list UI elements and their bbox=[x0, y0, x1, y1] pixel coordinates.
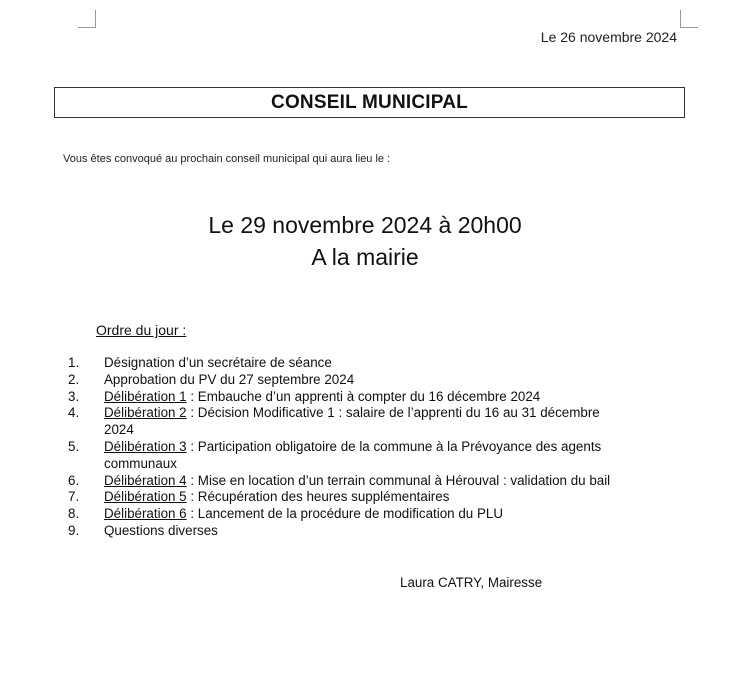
agenda-title: Ordre du jour : bbox=[96, 322, 187, 338]
agenda-item-description: : Mise en location d’un terrain communal à Hérouval : validation du bail bbox=[186, 472, 611, 488]
agenda-item-description: : Embauche d’un apprenti à compter du 16 décembre 2024 bbox=[186, 388, 541, 404]
title-box bbox=[54, 87, 685, 118]
agenda-item-text bbox=[104, 473, 680, 490]
agenda-list bbox=[68, 355, 680, 540]
deliberation-tag: Délibération 6 bbox=[104, 506, 187, 522]
agenda-item bbox=[68, 506, 680, 523]
crop-mark-right bbox=[680, 10, 698, 28]
agenda-item-number: 5. bbox=[68, 438, 80, 454]
agenda-item-text bbox=[104, 405, 680, 422]
agenda-item bbox=[68, 473, 680, 490]
agenda-item-text bbox=[104, 389, 680, 406]
agenda-item-number: 2. bbox=[68, 371, 80, 387]
agenda-item-description: : Récupération des heures supplémentaires bbox=[186, 489, 450, 505]
agenda-item-description: Approbation du PV du 27 septembre 2024 bbox=[104, 371, 355, 387]
agenda-item bbox=[68, 405, 680, 422]
agenda-item-description: Questions diverses bbox=[104, 522, 218, 538]
agenda-item-continuation-text: communaux bbox=[104, 455, 177, 471]
agenda-item-text bbox=[104, 439, 680, 456]
agenda-item-text bbox=[104, 372, 680, 389]
agenda-item-number: 1. bbox=[68, 355, 80, 370]
agenda-item-continuation bbox=[68, 422, 680, 439]
agenda-item-number: 7. bbox=[68, 489, 80, 505]
agenda-item bbox=[68, 389, 680, 406]
agenda-item-continuation-text: 2024 bbox=[104, 422, 134, 438]
agenda-item-description: Désignation d’un secrétaire de séance bbox=[104, 355, 332, 370]
deliberation-tag: Délibération 1 bbox=[104, 388, 187, 404]
agenda-item bbox=[68, 439, 680, 456]
intro-text: Vous êtes convoqué au prochain conseil municipal qui aura lieu le : bbox=[63, 153, 391, 165]
agenda-item-description: : Participation obligatoire de la commune à la Prévoyance des agents bbox=[186, 438, 602, 454]
agenda-item-number: 9. bbox=[68, 522, 80, 538]
signature: Laura CATRY, Mairesse bbox=[400, 575, 543, 590]
agenda-item-text bbox=[104, 523, 680, 540]
meeting-date-time: Le 29 novembre 2024 à 20h00 bbox=[208, 212, 522, 238]
agenda-item-continuation bbox=[68, 456, 680, 473]
agenda-item bbox=[68, 355, 680, 372]
document-date: Le 26 novembre 2024 bbox=[540, 29, 677, 45]
deliberation-tag: Délibération 3 bbox=[104, 438, 187, 454]
agenda-item-number: 8. bbox=[68, 506, 80, 522]
agenda-item bbox=[68, 523, 680, 540]
agenda-item bbox=[68, 372, 680, 389]
agenda-item-text bbox=[104, 506, 680, 523]
agenda-item-number: 3. bbox=[68, 388, 80, 404]
page-title: CONSEIL MUNICIPAL bbox=[271, 91, 468, 113]
agenda-item-description: : Lancement de la procédure de modification du PLU bbox=[186, 506, 504, 522]
deliberation-tag: Délibération 5 bbox=[104, 489, 187, 505]
deliberation-tag: Délibération 2 bbox=[104, 405, 187, 421]
deliberation-tag: Délibération 4 bbox=[104, 472, 187, 488]
agenda-item-number: 6. bbox=[68, 472, 80, 488]
agenda-item-number: 4. bbox=[68, 405, 80, 421]
meeting-location: A la mairie bbox=[311, 244, 419, 270]
agenda-item-text bbox=[104, 489, 680, 506]
agenda-item bbox=[68, 489, 680, 506]
agenda-item-description: : Décision Modificative 1 : salaire de l’apprenti du 16 au 31 décembre bbox=[186, 405, 600, 421]
agenda-item-text bbox=[104, 355, 680, 372]
crop-mark-left bbox=[78, 10, 96, 28]
